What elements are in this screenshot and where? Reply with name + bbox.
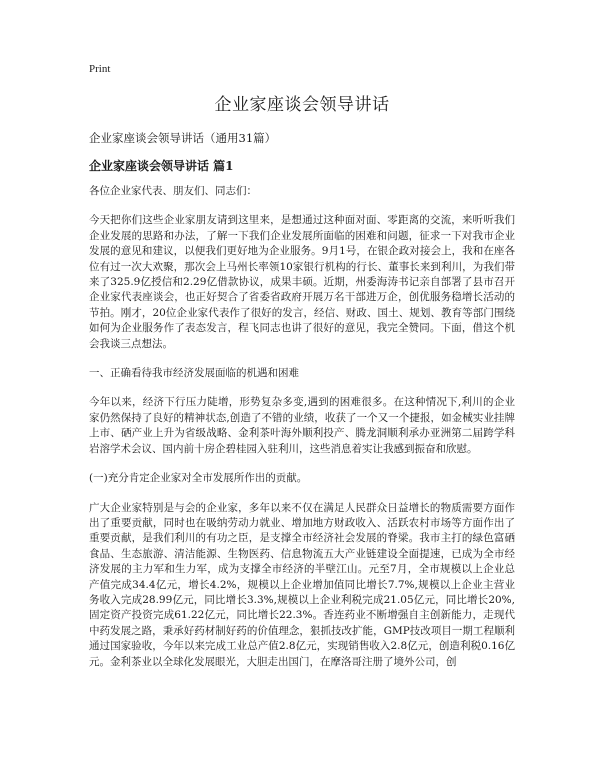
greeting-paragraph: 各位企业家代表、朋友们、同志们：	[89, 185, 257, 197]
body-paragraph: 今年以来，经济下行压力陡增，形势复杂多变,遇到的困难很多。在这种情况下,利川的企业家仍然保持了良好的精神状态,创造了不错的业绩，收获了一个又一个捷报，如金械实业挂牌上市、硒产业上升为省级战略、金利茶叶海外顺利投产、腾龙洞顺利承办亚洲第二届跨学科岩溶学术会议、国内前十房企碧桂园入驻利川，这些消息着实让我感到振奋和欣慰。	[89, 396, 515, 455]
subheading-paragraph: 一、正确看待我市经济发展面临的机遇和困难	[89, 367, 299, 380]
body-paragraph: 今天把你们这些企业家朋友请到这里来，是想通过这种面对面、零距离的交流，来听听我们企业发展的思路和办法，了解一下我们企业发展所面临的困难和问题，征求一下对我市企业发展的意见和建议，以便我们更好地为企业服务。9月1号，在银企政对接会上，我和在座各位有过一次大欢聚，那次会上马州长率领10家银行机构的行长、董事长来到利川，为我们带来了325.9亿授信和2.29亿借款协议，成果丰硕。近期，州委海涛书记亲自部署了县市召开企业家代表座谈会，也正好契合了省委省政府开展万名干部进万企，创优服务稳增长活动的节拍。刚才，20位企业家代表作了很好的发言，经信、财政、国土、规划、教育等部门围绕如何为企业服务作了表态发言，程飞同志也讲了很好的意见，我完全赞同。下面，借这个机会我谈三点想法。	[89, 214, 515, 350]
document-title: 企业家座谈会领导讲话	[214, 95, 390, 115]
document-subtitle: 企业家座谈会领导讲话（通用31篇）	[89, 131, 277, 145]
section-heading: 企业家座谈会领导讲话 篇1	[89, 159, 234, 173]
print-label: Print	[89, 63, 111, 75]
subheading-paragraph: (一)充分肯定企业家对全市发展所作出的贡献。	[89, 472, 308, 485]
body-paragraph: 广大企业家特别是与会的企业家，多年以来不仅在满足人民群众日益增长的物质需要方面作出了重要贡献，同时也在吸纳劳动力就业、增加地方财政收入、活跃农村市场等方面作出了重要贡献，是我们利川的有功之臣，是支撑全市经济社会发展的脊梁。我市主打的绿色富硒食品、生态旅游、清洁能源、生物医药、信息物流五大产业链建设全面提速，已成为全市经济发展的主力军和生力军，成为支撑全市经济的半壁江山。元至7月，全市规模以上企业总产值完成34.4亿元，增长4.2%，规模以上企业增加值同比增长7.7%,规模以上企业主营业务收入完成28.99亿元，同比增长3.3%,规模以上企业利税完成21.05亿元，同比增长20%,固定资产投资完成61.22亿元，同比增长22.3%。香连药业不断增强自主创新能力，走现代中药发展之路，秉承好药材制好药的价值理念，狠抓技改扩能，GMP技改项目一期工程顺利通过国家验收，今年以来完成工业总产值2.8亿元，实现销售收入2.8亿元，创造利税0.16亿元。金利茶业以全球化发展眼光，大胆走出国门，在摩洛哥注册了境外公司，创	[89, 501, 515, 668]
document-page	[89, 62, 515, 684]
